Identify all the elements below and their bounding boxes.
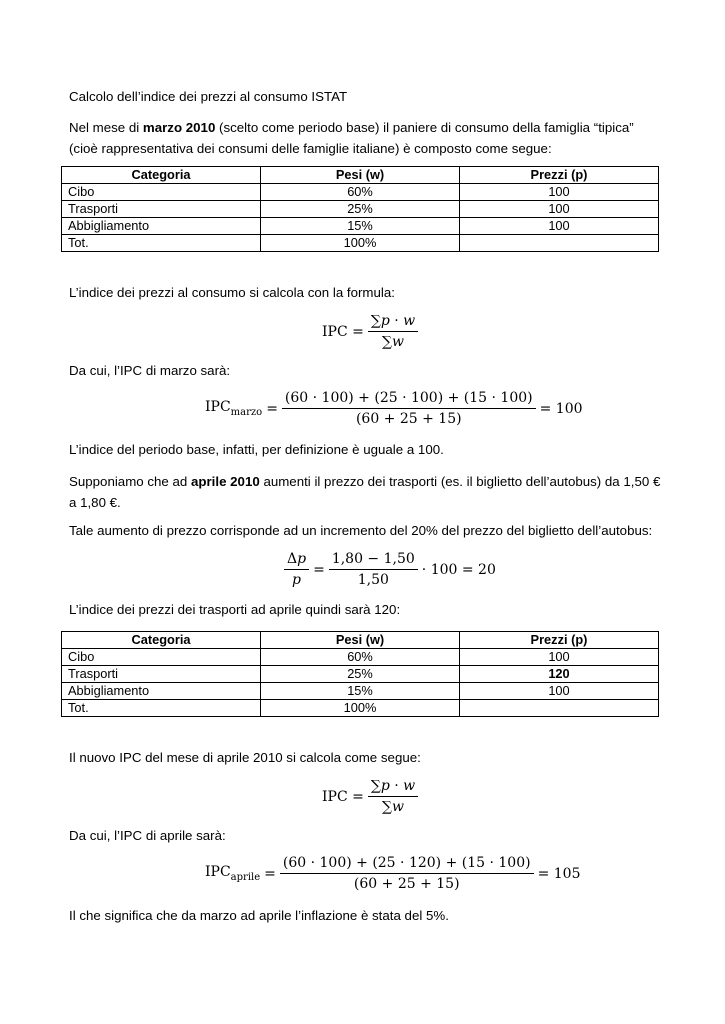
formula-denominator: ∑𝑤	[382, 799, 404, 815]
table-row	[62, 235, 659, 252]
ipc-formula-aprile	[322, 778, 422, 815]
formula-numerator: ∑𝑝 · 𝑤	[368, 778, 418, 797]
base-note: L’indice del periodo base, infatti, per definizione è uguale a 100.	[69, 442, 444, 457]
cell-peso: 25%	[261, 201, 460, 218]
header-categoria: Categoria	[62, 167, 261, 184]
cell-categoria: Trasporti	[62, 666, 261, 683]
table-aprile	[61, 631, 659, 717]
conclusion: Il che significa che da marzo ad aprile l’inflazione è stata del 5%.	[69, 908, 449, 923]
table-row	[62, 649, 659, 666]
price-denominator: 1,50	[357, 572, 389, 588]
eq-aprile-lhs	[205, 864, 260, 883]
cell-prezzo: 100	[460, 218, 659, 235]
delta-rest: · 100 = 20	[421, 561, 496, 578]
eq-marzo-fraction	[282, 390, 536, 427]
eq-aprile-equals: =	[264, 865, 276, 882]
eq-aprile-result: = 105	[537, 865, 581, 882]
formula-intro: L’indice dei prezzi al consumo si calcola con la formula:	[69, 285, 395, 300]
table-row	[62, 666, 659, 683]
equation-aprile	[205, 855, 580, 892]
intro-pre: Nel mese di	[69, 120, 143, 135]
eq-marzo-equals: =	[266, 400, 278, 417]
cell-prezzo: 100	[460, 184, 659, 201]
eq-aprile-denominator: (60 + 25 + 15)	[353, 876, 460, 892]
aprile-bold-date: aprile 2010	[190, 474, 260, 489]
eq-aprile-subscript: aprile	[230, 872, 261, 883]
cell-peso: 100%	[261, 700, 460, 717]
cell-peso: 100%	[261, 235, 460, 252]
table-marzo	[61, 166, 659, 252]
eq-marzo-ipc: IPC	[205, 399, 231, 415]
aprile-post: aumenti il prezzo dei trasporti (es. il biglietto dell’autobus) da 1,50 € a 1,80 €.	[69, 474, 661, 510]
header-pesi: Pesi (w)	[261, 167, 460, 184]
table-row	[62, 201, 659, 218]
table-row	[62, 683, 659, 700]
cell-categoria: Abbigliamento	[62, 218, 261, 235]
eq-aprile-ipc: IPC	[205, 864, 231, 880]
header-pesi: Pesi (w)	[261, 632, 460, 649]
formula-lhs: IPC =	[322, 323, 364, 340]
header-prezzi: Prezzi (p)	[460, 167, 659, 184]
formula-lhs: IPC =	[322, 788, 364, 805]
cell-categoria: Trasporti	[62, 201, 261, 218]
delta-equals: =	[313, 561, 325, 578]
formula-numerator: ∑𝑝 · 𝑤	[368, 313, 418, 332]
document-title: Calcolo dell’indice dei prezzi al consumo ISTAT	[69, 89, 348, 104]
table-header-row	[62, 167, 659, 184]
eq-marzo-numerator: (60 · 100) + (25 · 100) + (15 · 100)	[282, 390, 536, 409]
formula-denominator: ∑𝑤	[382, 334, 404, 350]
delta-fraction	[284, 551, 309, 588]
marzo-intro: Da cui, l’IPC di marzo sarà:	[69, 363, 231, 378]
cell-peso: 25%	[261, 666, 460, 683]
cell-peso: 15%	[261, 683, 460, 700]
formula-fraction	[368, 778, 418, 815]
eq-marzo-denominator: (60 + 25 + 15)	[355, 411, 462, 427]
nuovo-ipc-note: Il nuovo IPC del mese di aprile 2010 si calcola come segue:	[69, 750, 421, 765]
cell-prezzo	[460, 235, 659, 252]
table-row	[62, 184, 659, 201]
ipc-formula	[322, 313, 422, 350]
eq-aprile-fraction	[280, 855, 534, 892]
equation-marzo	[205, 390, 583, 427]
table-header-row	[62, 632, 659, 649]
trasporti-note: L’indice dei prezzi dei trasporti ad aprile quindi sarà 120:	[69, 602, 401, 617]
cell-prezzo: 100	[460, 649, 659, 666]
cell-prezzo	[460, 700, 659, 717]
header-categoria: Categoria	[62, 632, 261, 649]
cell-categoria: Cibo	[62, 649, 261, 666]
aprile-pre: Supponiamo che ad	[69, 474, 191, 489]
cell-peso: 15%	[261, 218, 460, 235]
price-fraction	[329, 551, 418, 588]
cell-prezzo: 100	[460, 201, 659, 218]
cell-peso: 60%	[261, 649, 460, 666]
formula-fraction	[368, 313, 418, 350]
intro-bold-date: marzo 2010	[142, 120, 216, 135]
eq-marzo-subscript: marzo	[230, 407, 263, 418]
eq-marzo-result: = 100	[539, 400, 583, 417]
cell-categoria: Tot.	[62, 235, 261, 252]
aprile-paragraph	[69, 471, 661, 513]
table-row	[62, 700, 659, 717]
aprile-intro: Da cui, l’IPC di aprile sarà:	[69, 828, 226, 843]
cell-categoria: Tot.	[62, 700, 261, 717]
intro-paragraph	[69, 117, 661, 159]
eq-aprile-numerator: (60 · 100) + (25 · 120) + (15 · 100)	[280, 855, 534, 874]
equation-delta	[280, 551, 496, 588]
cell-peso: 60%	[261, 184, 460, 201]
increase-note: Tale aumento di prezzo corrisponde ad un incremento del 20% del prezzo del biglietto dell’autobus:	[69, 523, 653, 538]
intro-post: (scelto come periodo base) il paniere di consumo della famiglia “tipica” (cioè rappresentativa dei consumi delle famiglie italiane) è composto come segue:	[69, 120, 634, 156]
price-numerator: 1,80 − 1,50	[329, 551, 418, 570]
cell-prezzo-highlighted: 120	[460, 666, 659, 683]
cell-categoria: Abbigliamento	[62, 683, 261, 700]
eq-marzo-lhs	[205, 399, 262, 418]
header-prezzi: Prezzi (p)	[460, 632, 659, 649]
table-row	[62, 218, 659, 235]
delta-denominator: 𝑝	[292, 572, 302, 588]
cell-prezzo: 100	[460, 683, 659, 700]
cell-categoria: Cibo	[62, 184, 261, 201]
delta-numerator: Δ𝑝	[284, 551, 309, 570]
